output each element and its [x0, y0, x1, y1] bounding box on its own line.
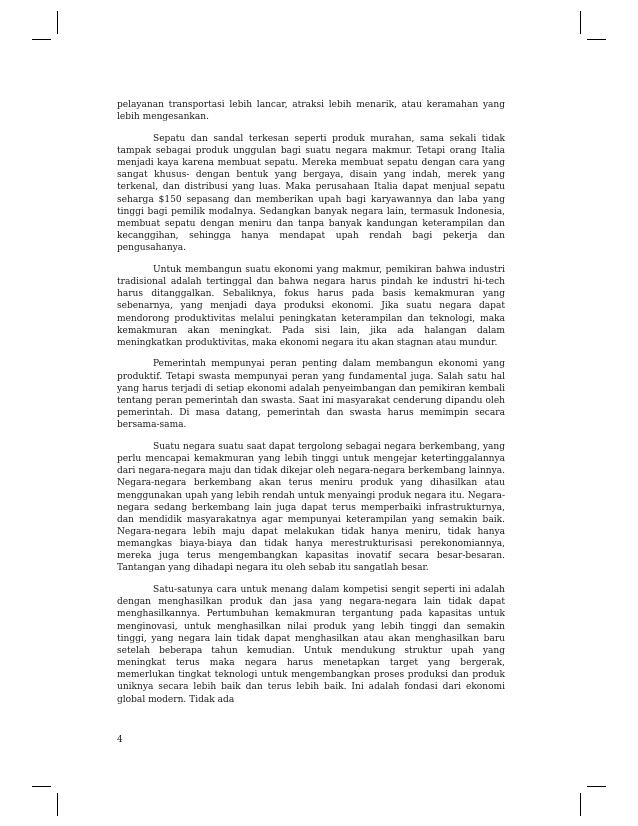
page-number: 4 — [117, 735, 123, 745]
paragraph: Sepatu dan sandal terkesan seperti produk murahan, sama sekali tidak tampak sebagai produk unggulan bagi suatu negara makmur. Tetapi orang Italia menjadi kaya karena membuat sepatu. Mereka membuat sepatu dengan cara yang sangat khusus- dengan bentuk yang bergaya, disain yang indah, merek yang terkenal, dan distribusi yang luas. Maka perusahaan Italia dapat menjual sepatu seharga $150 sepasang dan memberikan upah bagi karyawannya dan laba yang tinggi bagi pemilik modalnya. Sedangkan banyak negara lain, termasuk Indonesia, membuat sepatu dengan meniru dan tanpa banyak kandungan keterampilan dan kecanggihan, sehingga hanya mendapat upah rendah bagi pekerja dan pengusahanya. — [117, 133, 505, 254]
paragraph: pelayanan transportasi lebih lancar, atraksi lebih menarik, atau keramahan yang lebih mengesankan. — [117, 100, 505, 123]
body-text — [117, 99, 505, 715]
paragraph: Satu-satunya cara untuk menang dalam kompetisi sengit seperti ini adalah dengan menghasilkan produk dan jasa yang negara-negara lain tidak dapat menghasilkannya. Pertumbuhan kemakmuran tergantung pada kapasitas untuk menginovasi, untuk menghasilkan nilai produk yang lebih tinggi dan semakin tinggi, yang negara lain tidak dapat menghasilkan atau akan menghasilkan baru setelah beberapa tahun kemudian. Untuk mendukung struktur upah yang meningkat terus maka negara harus menetapkan target yang bergerak, memerlukan tingkat teknologi untuk mengembangkan proses produksi dan produk uniknya secara lebih baik dan terus lebih baik. Ini adalah fondasi dari ekonomi global modern. Tidak ada — [117, 585, 505, 705]
paragraph: Suatu negara suatu saat dapat tergolong sebagai negara berkembang, yang perlu mencapai kemakmuran yang lebih tinggi untuk mengejar ketertinggalannya dari negara-negara maju dan tidak dikejar oleh negara-negara berkembang lainnya. Negara-negara berkembang akan terus meniru produk yang dihasilkan atau menggunakan upah yang lebih rendah untuk menyaingi produk negara itu. Negara-negara sedang berkembang lain juga dapat terus memperbaiki infrastrukturnya, dan mendidik masyarakatnya agar mempunyai keterampilan yang semakin baik. Negara-negara lebih maju dapat melakukan tidak hanya meniru, tidak hanya memangkas biaya-biaya dan tidak hanya merestrukturisasi perekonomiannya, mereka juga terus mengembangkan kapasitas inovatif secara besar-besaran. Tantangan yang dihadapi negara itu oleh sebab itu sangatlah besar. — [117, 441, 505, 574]
paragraph: Untuk membangun suatu ekonomi yang makmur, pemikiran bahwa industri tradisional adalah tertinggal dan bahwa negara harus pindah ke industri hi-tech harus ditanggalkan. Sebaliknya, fokus harus pada basis kemakmuran yang sebenarnya, yang menjadi daya produksi ekonomi. Jika suatu negara dapat mendorong produktivitas melalui peningkatan keterampilan dan teknologi, maka kemakmuran akan meningkat. Pada sisi lain, jika ada halangan dalam meningkatkan produktivitas, maka ekonomi negara itu akan stagnan atau mundur. — [117, 264, 505, 348]
paragraph: Pemerintah mempunyai peran penting dalam membangun ekonomi yang produktif. Tetapi swasta mempunyai peran yang fundamental juga. Salah satu hal yang harus terjadi di setiap ekonomi adalah penyeimbangan dan pemikiran kembali tentang peran pemerintah dan swasta. Saat ini masyarakat cenderung dipandu oleh pemerintah. Di masa datang, pemerintah dan swasta harus memimpin secara bersama-sama. — [117, 359, 505, 431]
